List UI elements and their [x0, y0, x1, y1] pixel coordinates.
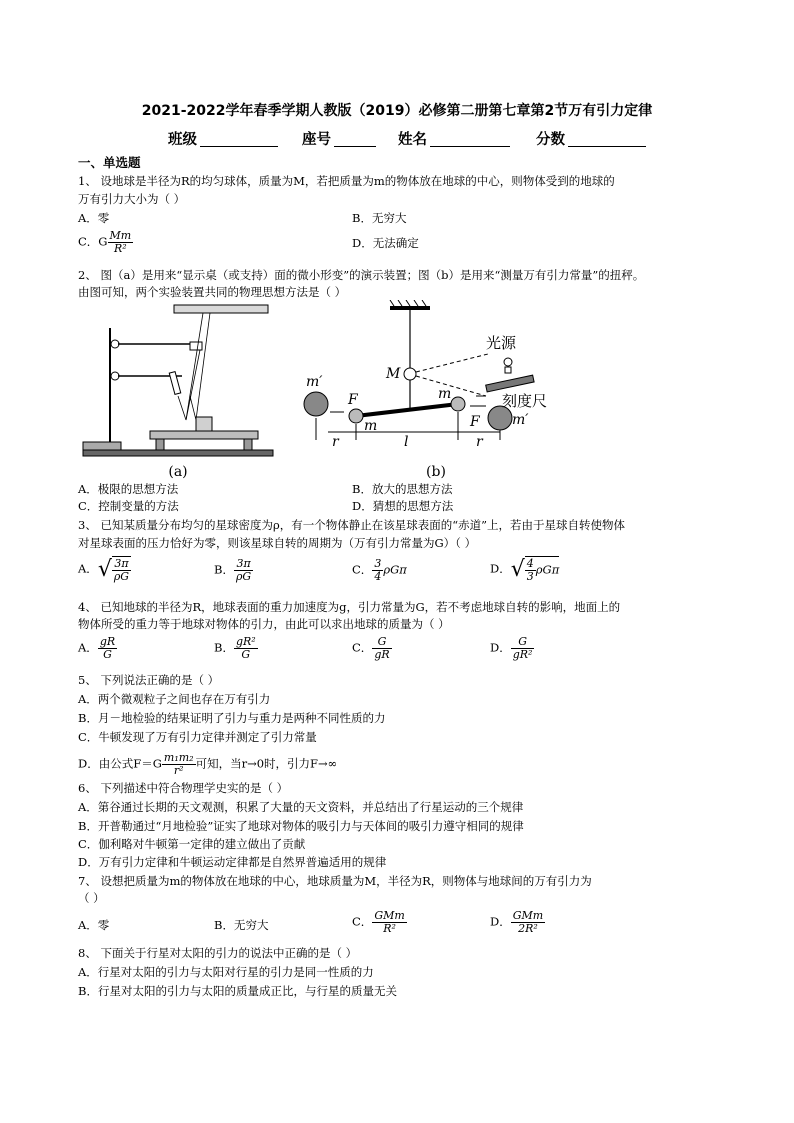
score-field[interactable]	[568, 146, 646, 147]
q7-stem-line1: 7、 设想把质量为m的物体放在地球的中心，地球质量为M，半径为R，则物体与地球间的万有引力为	[78, 874, 592, 888]
laser-source	[190, 342, 202, 350]
fraction-numerator: G	[372, 636, 391, 649]
fraction-numerator: 4	[526, 557, 534, 570]
q3-option-c[interactable]	[352, 558, 407, 583]
q2-option-c[interactable]: C．控制变量的方法	[78, 499, 179, 513]
option-letter: A．	[78, 561, 98, 576]
q7-option-a[interactable]: A．零	[78, 918, 110, 932]
label-m-prime-right: m′	[512, 412, 529, 428]
fraction-numerator: Mm	[109, 229, 132, 242]
option-tail: ρGπ	[535, 562, 560, 577]
q1-option-d[interactable]: D．无法确定	[352, 236, 419, 250]
option-letter: D．	[490, 561, 511, 576]
q5-option-c[interactable]: C．牛顿发现了万有引力定律并测定了引力常量	[78, 730, 317, 744]
q5-stem: 5、 下列说法正确的是（ ）	[78, 673, 220, 687]
class-field[interactable]	[200, 146, 278, 147]
q7-option-d[interactable]	[490, 910, 545, 935]
table-top	[150, 431, 258, 439]
option-letter: B．	[214, 562, 234, 577]
figure-b-torsion-balance	[300, 300, 550, 482]
q1-option-a[interactable]: A．零	[78, 211, 110, 225]
small-ball-left	[349, 409, 363, 423]
q8-stem: 8、 下面关于行星对太阳的引力的说法中正确的是（ ）	[78, 946, 358, 960]
q6-stem: 6、 下列描述中符合物理学史实的是（ ）	[78, 781, 289, 795]
label-m-right: m	[438, 386, 452, 402]
scale-ruler	[486, 375, 534, 392]
q7-option-c[interactable]	[352, 910, 407, 935]
fraction-denominator: G	[241, 648, 251, 661]
q3-option-d[interactable]	[490, 556, 559, 583]
label-light-source: 光源	[486, 334, 517, 352]
label-ruler: 刻度尺	[502, 392, 548, 410]
fraction-numerator: 3π	[234, 558, 253, 571]
fraction-numerator: gR	[99, 635, 116, 648]
mirror-plate	[174, 305, 268, 313]
fraction-denominator: 2R²	[518, 922, 538, 935]
label-M: M	[386, 366, 401, 382]
q8-option-b[interactable]: B．行星对太阳的引力与太阳的质量成正比，与行星的质量无关	[78, 984, 397, 998]
q4-option-d[interactable]	[490, 636, 534, 661]
option-letter: C．	[352, 562, 373, 577]
stand-base	[83, 442, 121, 450]
q4-stem-line1: 4、 已知地球的半径为R，地球表面的重力加速度为g，引力常量为G，若不考虑地球自转的影响，地面上的	[78, 600, 621, 614]
score-label: 分数	[536, 132, 565, 148]
q8-option-a[interactable]: A．行星对太阳的引力与太阳对行星的引力是同一性质的力	[78, 965, 374, 979]
option-prefix: D．由公式F＝G	[78, 756, 162, 771]
section-heading: 一、单选题	[78, 155, 141, 170]
q3-option-a[interactable]	[78, 556, 131, 583]
ground	[83, 450, 273, 456]
option-letter: A．	[78, 640, 98, 655]
name-field[interactable]	[430, 146, 510, 147]
q3-option-b[interactable]	[214, 558, 253, 583]
reflector-mirror	[404, 368, 416, 380]
fraction-numerator: 3	[374, 557, 382, 570]
q4-option-a[interactable]	[78, 636, 117, 661]
fraction-numerator: gR²	[235, 635, 256, 648]
q1-option-c-fraction	[108, 230, 134, 255]
q6-option-d[interactable]: D．万有引力定律和牛顿运动定律都是自然界普遍适用的规律	[78, 855, 387, 869]
fraction-denominator: gR²	[512, 648, 533, 661]
fraction-denominator: 4	[374, 570, 382, 583]
q2-option-d[interactable]: D．猜想的思想方法	[352, 499, 454, 513]
light-bulb	[504, 358, 512, 366]
fraction-denominator: r²	[173, 764, 184, 777]
large-ball-left	[304, 392, 328, 416]
student-info-row	[0, 128, 794, 150]
q3-stem-line1: 3、 已知某质量分布均匀的星球密度为ρ，有一个物体静止在该星球表面的“赤道”上，若由于星球自转使物体	[78, 518, 625, 532]
q1-stem-line2: 万有引力大小为（ ）	[78, 192, 186, 206]
weight-block	[196, 417, 212, 431]
fraction-numerator: G	[511, 636, 535, 649]
q4-option-c[interactable]	[352, 636, 392, 661]
q5-option-a[interactable]: A．两个微观粒子之间也存在万有引力	[78, 692, 271, 706]
fraction-denominator: R²	[383, 922, 396, 935]
q4-option-b[interactable]	[214, 636, 258, 661]
option-tail: 可知，当r→0时，引力F→∞	[195, 756, 338, 771]
label-m-prime-left: m′	[306, 374, 323, 390]
option-letter: B．	[214, 640, 234, 655]
option-letter: C．	[352, 640, 373, 655]
q2-stem-line1: 2、 图（a）是用来“显示桌（或支持）面的微小形变”的演示装置；图（b）是用来“测量万有引力常量”的扭秤。	[78, 268, 645, 282]
q3-stem-line2: 对星球表面的压力恰好为零，则该星球自转的周期为（万有引力常量为G）（ ）	[78, 536, 477, 550]
fraction-numerator: GMm	[512, 909, 544, 922]
fraction-denominator: ρG	[235, 570, 252, 583]
q7-option-b[interactable]: B．无穷大	[214, 918, 269, 932]
fraction-denominator: 3	[526, 570, 534, 583]
option-tail: ρGπ	[383, 562, 407, 577]
q6-option-c[interactable]: C．伽利略对牛顿第一定律的建立做出了贡献	[78, 837, 306, 851]
sqrt-sign: √ $\frac{3\pi}{\rho G}$	[97, 556, 130, 583]
q6-option-b[interactable]: B．开普勒通过“月地检验”证实了地球对物体的吸引力与天体间的吸引力遵守相同的规律	[78, 819, 524, 833]
fraction-denominator: gR	[374, 648, 390, 661]
q5-option-b[interactable]: B．月－地检验的结果证明了引力与重力是两种不同性质的力	[78, 711, 386, 725]
option-letter: C．	[352, 914, 373, 929]
fraction-numerator: 3π	[112, 558, 131, 571]
fraction-denominator: ρG	[113, 570, 130, 583]
fraction-denominator: R²	[114, 242, 127, 255]
sqrt-sign: √ $\frac{4}{3}$ ρGπ	[510, 556, 560, 583]
label-r-right: r	[476, 434, 483, 450]
figure-a-caption: (a)	[168, 464, 188, 480]
label-m-left: m	[364, 418, 378, 434]
page-title: 2021-2022学年春季学期人教版（2019）必修第二册第七章第2节万有引力定律	[141, 103, 653, 119]
torsion-rod	[356, 404, 458, 416]
q5-option-d[interactable]	[78, 752, 337, 777]
seat-label: 座号	[302, 132, 331, 148]
fraction-numerator: GMm	[374, 909, 405, 922]
figure-a-apparatus	[78, 300, 278, 482]
q2-stem-line2: 由图可知，两个实验装置共同的物理思想方法是（ ）	[78, 285, 347, 299]
q1-stem-line1: 1、 设地球是半径为R的均匀球体，质量为M，若把质量为m的物体放在地球的中心，则物体受到的地球的	[78, 174, 615, 188]
q2-option-a[interactable]: A．极限的思想方法	[78, 482, 179, 496]
fraction-denominator: G	[103, 648, 112, 661]
figure-b-caption: (b)	[426, 464, 446, 480]
q4-stem-line2: 物体所受的重力等于地球对物体的引力，由此可以求出地球的质量为（ ）	[78, 617, 450, 631]
label-r-left: r	[332, 434, 339, 450]
q1-option-b[interactable]: B．无穷大	[352, 211, 407, 225]
label-l: l	[404, 434, 409, 450]
q2-option-b[interactable]: B．放大的思想方法	[352, 482, 453, 496]
name-label: 姓名	[398, 132, 427, 148]
option-letter: D．	[490, 914, 511, 929]
q6-option-a[interactable]: A．第谷通过长期的天文观测，积累了大量的天文资料，并总结出了行星运动的三个规律	[78, 800, 524, 814]
small-ball-right	[451, 397, 465, 411]
fraction-numerator: m₁m₂	[163, 751, 194, 764]
label-F-right: F	[470, 414, 480, 430]
small-mirror	[169, 372, 180, 395]
label-F-left: F	[348, 392, 358, 408]
q1-option-c[interactable]	[78, 230, 133, 255]
class-label: 班级	[168, 132, 197, 148]
q7-stem-line2: （ ）	[78, 891, 105, 905]
seat-field[interactable]	[334, 146, 376, 147]
q1-option-c-prefix: C．G	[78, 234, 108, 249]
option-letter: D．	[490, 640, 511, 655]
